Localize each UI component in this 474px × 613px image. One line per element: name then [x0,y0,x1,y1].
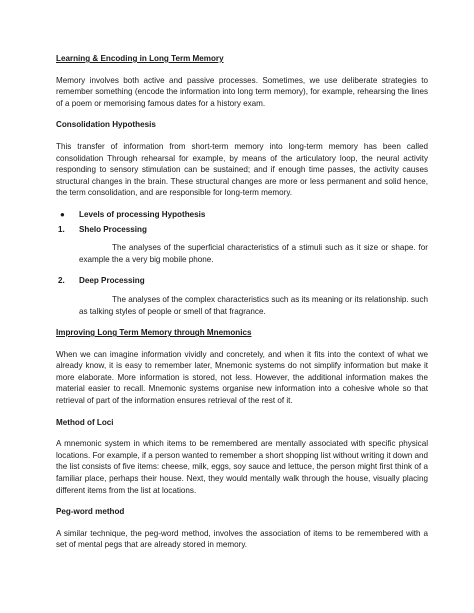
shallow-processing-text: The analyses of the superficial characteristics of a stimuli such as it size or shape. for example the a very big mobile phone. [79,243,428,264]
bullet-icon: ● [60,209,65,219]
mnemonics-heading: Improving Long Term Memory through Mnemonics [56,328,252,338]
consolidation-heading: Consolidation Hypothesis [56,120,156,130]
deep-processing-title: Deep Processing [79,276,145,286]
document-title: Learning & Encoding in Long Term Memory [56,54,224,63]
pegword-paragraph: A similar technique, the peg-word method, involves the association of items to be remembered with a set of mental pegs that are already stored in memory. [56,528,428,550]
intro-paragraph: Memory involves both active and passive processes. Sometimes, we use deliberate strategies to remember something (encode the information into long term memory), for example, rehearsing the lines of a poem or memorising famous dates for a history exam. [56,75,428,108]
levels-heading: Levels of processing Hypothesis [79,209,206,219]
mnemonics-paragraph: When we can imagine information vividly and concretely, and when it fits into the context of what we already know, it is easy to remember later, Mnemonic systems do not simplify information but make it more elaborate. More information is stored, not less. However, the additional information makes the material easier to recall. Mnemonic systems organise new information into a cohesive whole so that retrieval of part of the information ensures retrieval of the rest of it. [56,349,428,406]
loci-paragraph: A mnemonic system in which items to be remembered are mentally associated with specific physical locations. For example, if a person wanted to remember a short shopping list without writing it down and the list consists of five items: cheese, milk, eggs, soy sauce and lettuce, the person might first think of a familiar place, perhaps their house. Next, they would mentally walk through the house, visually placing different items from the list at locations. [56,439,428,495]
list-number: 2. [58,276,65,286]
levels-bullet-item [56,209,428,221]
deep-processing-item [56,275,428,287]
document-page [56,53,428,551]
shallow-processing-item [56,224,428,236]
pegword-heading: Peg-word method [56,507,125,517]
consolidation-paragraph: This transfer of information from short-term memory into long-term memory has been called consolidation Through rehearsal for example, by means of the articulatory loop, the neural activity responding to sensory stimulation can be sustained; and if enough time passes, the activity causes structural changes in the brain. These structural changes are more or less permanent and solid hence, the term consolidation, and are responsible for long-term memory. [56,141,428,198]
deep-processing-text: The analyses of the complex characteristics such as its meaning or its relationship. such as talking styles of people or smell of that fragrance. [79,294,428,316]
list-number: 1. [58,224,65,234]
loci-heading: Method of Loci [56,417,114,427]
shallow-processing-title: Shelo Processing [79,224,147,234]
